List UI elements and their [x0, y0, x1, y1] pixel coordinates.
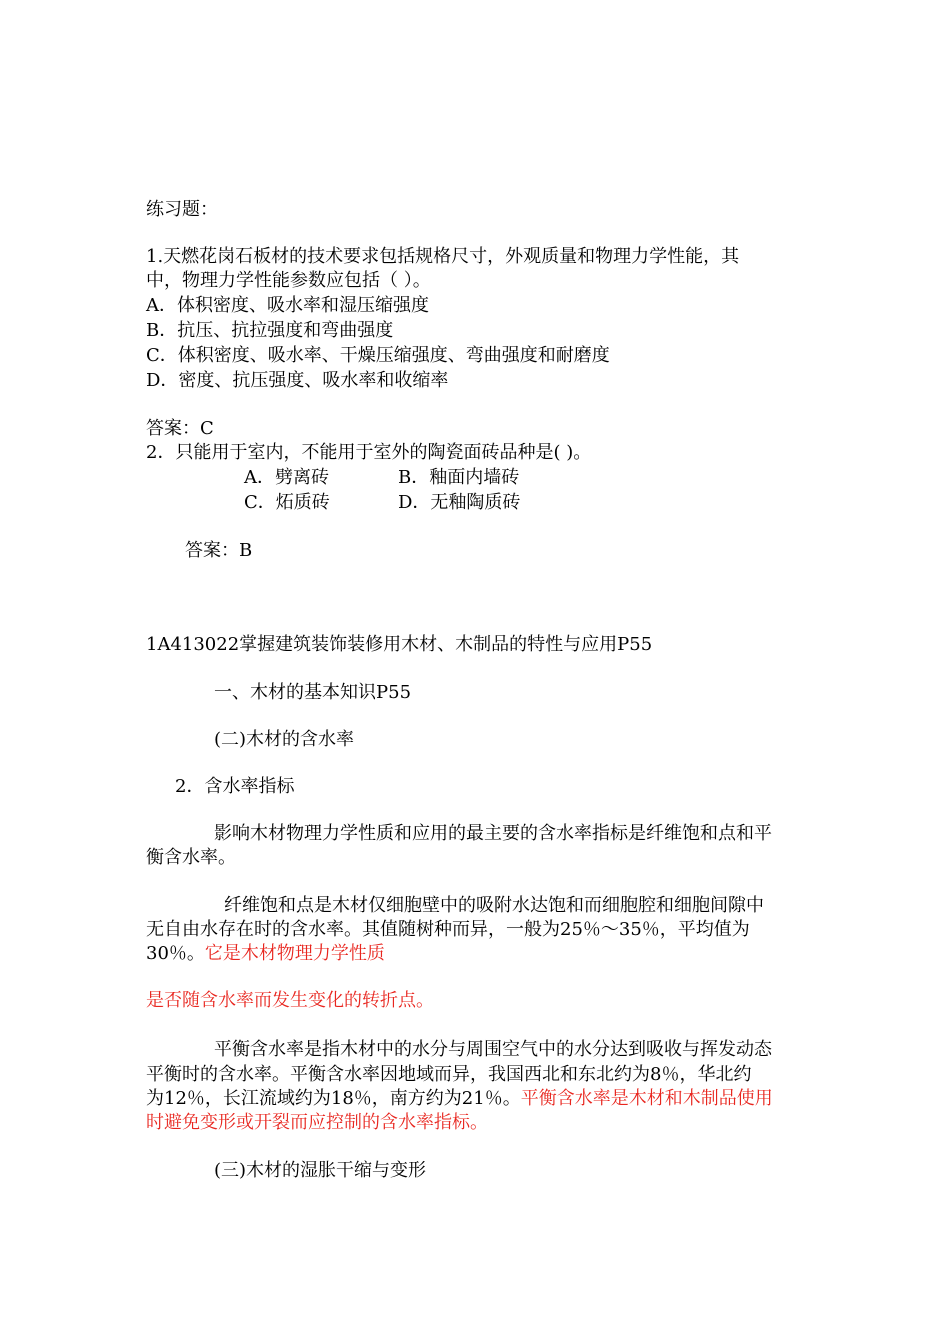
- exercise-heading: 练习题：: [146, 199, 218, 220]
- subheading-swelling-shrinkage: (三)木材的湿胀干缩与变形: [214, 1160, 427, 1181]
- question-1-option-c: C．体积密度、吸水率、干燥压缩强度、弯曲强度和耐磨度: [146, 345, 610, 366]
- paragraph-1-line-1: 影响木材物理力学性质和应用的最主要的含水率指标是纤维饱和点和平: [214, 823, 772, 844]
- section-title: 1A413022掌握建筑装饰装修用木材、木制品的特性与应用P55: [146, 634, 653, 655]
- highlight-equilibrium-start: 平衡含水率是木材和木制品使用: [520, 1088, 773, 1109]
- highlight-turning-point-end: 是否随含水率而发生变化的转折点。: [146, 990, 434, 1011]
- question-2-option-c: C．炻质砖: [244, 492, 330, 513]
- question-2-option-d: D．无釉陶质砖: [398, 492, 521, 513]
- question-1-option-a: A．体积密度、吸水率和湿压缩强度: [146, 295, 429, 316]
- paragraph-3-line-2: 平衡时的含水率。平衡含水率因地域而异，我国西北和东北约为8％，华北约: [146, 1064, 752, 1085]
- question-1-option-b: B．抗压、抗拉强度和弯曲强度: [146, 320, 394, 341]
- question-1-option-d: D．密度、抗压强度、吸水率和收缩率: [146, 370, 449, 391]
- highlight-equilibrium-end: 时避免变形或开裂而应控制的含水率指标。: [146, 1112, 488, 1133]
- paragraph-3-line-3-text: 为12％，长江流域约为18％，南方约为21％。: [146, 1088, 521, 1109]
- question-2-answer: 答案：B: [185, 540, 253, 561]
- question-1-line-2: 中，物理力学性能参数应包括（ ）。: [146, 270, 431, 291]
- paragraph-3-line-3: [146, 1086, 773, 1111]
- question-1-answer: 答案：C: [146, 418, 214, 439]
- question-2-option-b: B．釉面内墙砖: [398, 467, 520, 488]
- paragraph-1-line-2: 衡含水率。: [146, 847, 236, 868]
- subheading-moisture-index: 2．含水率指标: [175, 776, 295, 797]
- paragraph-2-line-3-text: 30％。: [146, 943, 205, 964]
- highlight-turning-point-start: 它是木材物理力学性质: [204, 943, 385, 964]
- question-1-line-1: 1.天燃花岗石板材的技术要求包括规格尺寸，外观质量和物理力学性能，其: [146, 246, 740, 267]
- question-2-text: 2．只能用于室内，不能用于室外的陶瓷面砖品种是( )。: [146, 442, 592, 463]
- subheading-moisture-content: (二)木材的含水率: [214, 729, 355, 750]
- paragraph-2-line-2: 无自由水存在时的含水率。其值随树种而异，一般为25％～35％，平均值为: [146, 919, 750, 940]
- question-2-option-a: A．劈离砖: [244, 467, 329, 488]
- paragraph-2-line-3: [146, 941, 385, 966]
- subheading-basic-knowledge: 一、木材的基本知识P55: [214, 682, 412, 703]
- paragraph-2-line-1: 纤维饱和点是木材仅细胞壁中的吸附水达饱和而细胞腔和细胞间隙中: [224, 895, 764, 916]
- paragraph-3-line-1: 平衡含水率是指木材中的水分与周围空气中的水分达到吸收与挥发动态: [214, 1039, 772, 1060]
